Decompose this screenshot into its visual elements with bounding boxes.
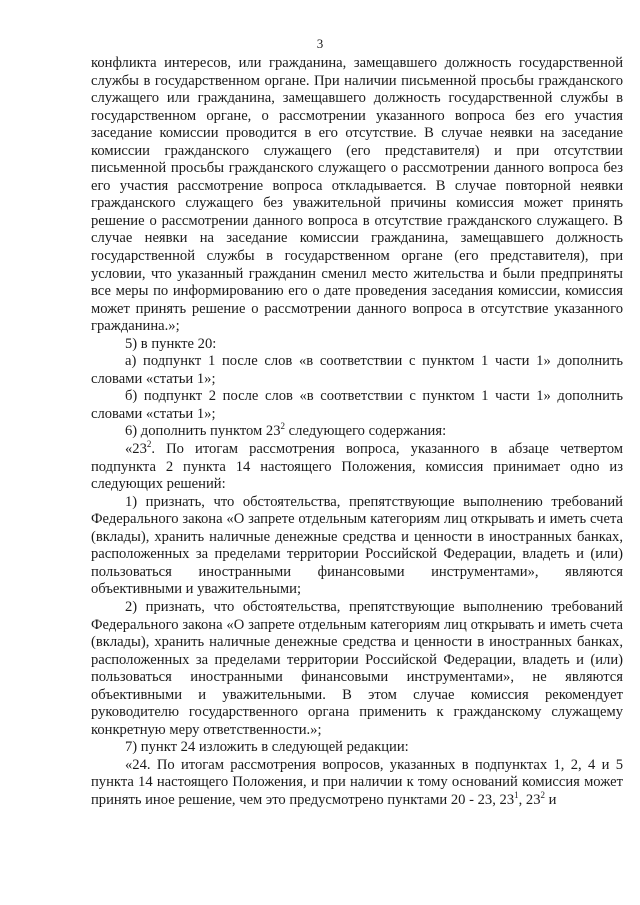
clause-24-mid: , 23 (518, 791, 541, 808)
paragraph-subitem-b: б) подпункт 2 после слов «в соответствии с пунктом 1 части 1» дополнить словами «статьи 1»; (91, 388, 623, 422)
superscript: 1 (514, 790, 519, 801)
paragraph-clause-23-2 (91, 441, 623, 494)
paragraph-item-6 (91, 423, 623, 441)
paragraph-item-7: 7) пункт 24 изложить в следующей редакции: (125, 739, 409, 756)
paragraph-conflict-of-interest: конфликта интересов, или гражданина, замещавшего должность государственной службы в государственном органе. При наличии письменной просьбы гражданского служащего или гражданина, замещавшего должность государственной службы в государственном органе, о рассмотрении указанного вопроса без его участия заседание комиссии проводится в его отсутствие. В случае неявки на заседание комиссии гражданского служащего (его представителя) и при отсутствии письменной просьбы гражданского служащего о рассмотрении данного вопроса без его участия рассмотрение вопроса откладывается. В случае повторной неявки гражданского служащего без уважительной причины комиссия может принять решение о рассмотрении данного вопроса в отсутствие гражданского служащего. В случае неявки на заседание комиссии гражданина, замещавшего должность государственной службы в государственном органе (его представителя), при условии, что указанный гражданин сменил место жительства и были предприняты все меры по информированию его о дате проведения заседания комиссии, комиссия может принять решение о рассмотрении данного вопроса в отсутствие указанного гражданина.»; (91, 55, 623, 335)
paragraph-decision-1: 1) признать, что обстоятельства, препятствующие выполнению требований Федерального закона «О запрете отдельным категориям лиц открывать и иметь счета (вклады), хранить наличные денежные средства и ценности в иностранных банках, расположенных за пределами территории Российской Федерации, владеть и (или) пользоваться иностранными финансовыми инструментами», являются объективными и уважительными; (91, 493, 623, 598)
superscript: 2 (146, 439, 152, 450)
clause-24-tail: и (545, 791, 557, 808)
page-number: 3 (316, 36, 324, 51)
clause-23-2-lead: «23 (125, 441, 147, 458)
paragraph-item-5: 5) в пункте 20: (125, 335, 217, 352)
superscript: 2 (280, 421, 286, 432)
superscript: 2 (540, 790, 546, 801)
paragraph-subitem-a: а) подпункт 1 после слов «в соответствии с пунктом 1 части 1» дополнить словами «статьи 1»; (91, 353, 623, 387)
clause-23-2-text: . По итогам рассмотрения вопроса, указанного в абзаце четвертом подпункта 2 пункта 14 настоящего Положения, комиссия принимает одно из следующих решений: (91, 441, 623, 493)
paragraph-clause-24 (91, 757, 623, 810)
paragraph-decision-2: 2) признать, что обстоятельства, препятствующие выполнению требований Федерального закона «О запрете отдельным категориям лиц открывать и иметь счета (вклады), хранить наличные денежные средства и ценности в иностранных банках, расположенных за пределами территории Российской Федерации, владеть и (или) пользоваться иностранными финансовыми инструментами», не являются объективными и уважительными. В этом случае комиссия рекомендует руководителю государственного органа применить к гражданскому служащему конкретную меру ответственности.»; (91, 598, 623, 738)
paragraph-item-6-tail: следующего содержания: (285, 423, 447, 440)
paragraph-item-6-text: 6) дополнить пунктом 23 (125, 423, 281, 440)
clause-24-text: «24. По итогам рассмотрения вопросов, указанных в подпунктах 1, 2, 4 и 5 пункта 14 настоящего Положения, и при наличии к тому оснований комиссия может принять иное решение, чем это предусмотрено пунктами 20 - 23, 23 (91, 756, 623, 808)
